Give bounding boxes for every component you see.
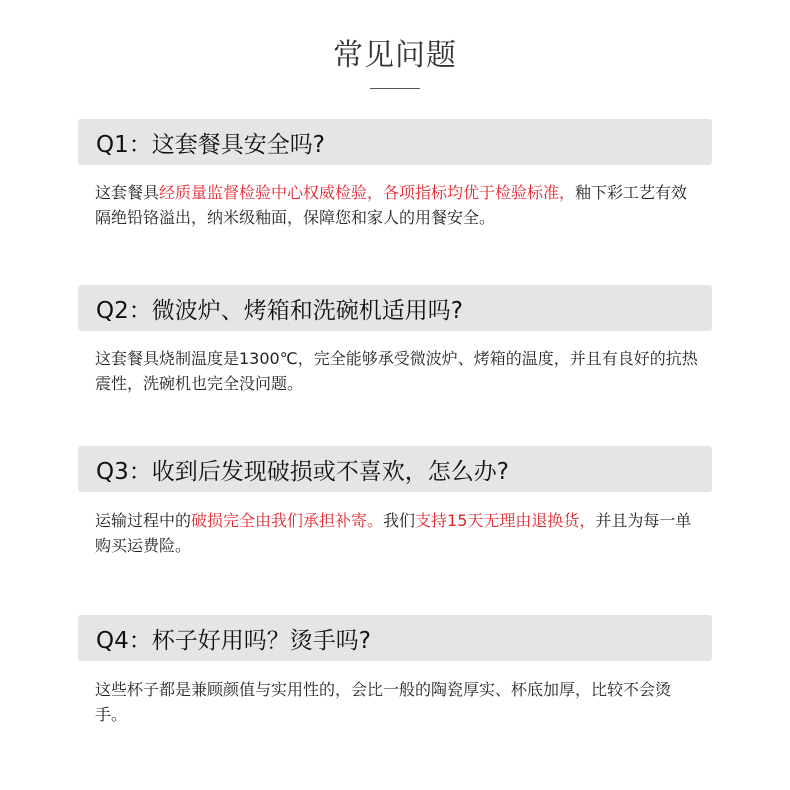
faq-question-4 bbox=[78, 615, 712, 661]
faq-answer-3-part-1: 运输过程中的 bbox=[95, 511, 192, 530]
faq-answer-4 bbox=[95, 677, 700, 727]
faq-answer-3-part-2: 我们 bbox=[383, 511, 416, 530]
faq-answer-1-part-2: 釉下彩工艺有效隔绝铅铬溢出，纳米级釉面，保障您和家人的用餐安全。 bbox=[95, 183, 688, 227]
faq-question-1-text: Q1：这套餐具安全吗? bbox=[96, 131, 325, 158]
faq-answer-3-highlight-2: 支持15天无理由退换货， bbox=[415, 511, 596, 530]
faq-answer-4-part-1: 这些杯子都是兼顾颜值与实用性的，会比一般的陶瓷厚实、杯底加厚，比较不会烫手。 bbox=[95, 680, 672, 724]
faq-question-1 bbox=[78, 119, 712, 165]
faq-question-2-text: Q2：微波炉、烤箱和洗碗机适用吗? bbox=[96, 297, 463, 324]
faq-question-2 bbox=[78, 285, 712, 331]
faq-answer-3-part-3: 并且为每一单购买运费险。 bbox=[95, 511, 692, 555]
faq-answer-1 bbox=[95, 180, 700, 230]
faq-answer-1-part-1: 这套餐具 bbox=[95, 183, 160, 202]
faq-answer-2-part-1: 这套餐具烧制温度是1300℃，完全能够承受微波炉、烤箱的温度，并且有良好的抗热震性，洗碗机也完全没问题。 bbox=[95, 349, 698, 393]
title-divider bbox=[370, 88, 420, 89]
faq-answer-2 bbox=[95, 346, 700, 396]
faq-answer-3 bbox=[95, 508, 700, 558]
faq-question-4-text: Q4：杯子好用吗？烫手吗? bbox=[96, 627, 371, 654]
faq-question-3 bbox=[78, 446, 712, 492]
faq-question-3-text: Q3：收到后发现破损或不喜欢，怎么办? bbox=[96, 458, 509, 485]
faq-answer-1-highlight: 经质量监督检验中心权威检验，各项指标均优于检验标准， bbox=[159, 183, 576, 202]
faq-answer-3-highlight-1: 破损完全由我们承担补寄。 bbox=[191, 511, 384, 530]
page-title: 常见问题 bbox=[333, 38, 457, 73]
